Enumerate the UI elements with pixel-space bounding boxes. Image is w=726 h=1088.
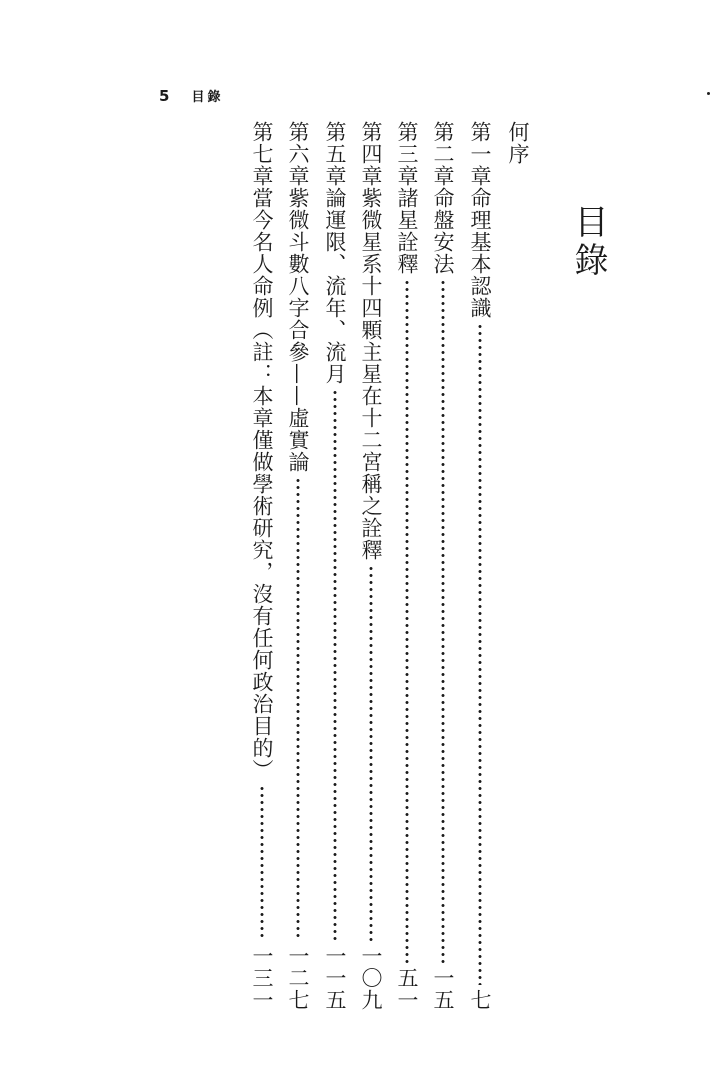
dot-leader [465, 323, 495, 985]
chapter-title: 當今名人命例（註：本章僅做學術研究，沒有任何政治目的） [250, 187, 274, 781]
chapter-page: 五一 [395, 967, 419, 1011]
chapter-page: 一一五 [323, 945, 347, 1011]
toc-entry[interactable] [465, 121, 495, 1011]
dot-leader [428, 279, 458, 963]
dot-leader [356, 565, 386, 941]
chapter-title: 論運限、流年、流月 [323, 187, 347, 385]
toc-entry[interactable] [392, 121, 422, 1011]
page-number: 5 [159, 86, 170, 105]
chapter-label: 第一章 [468, 121, 492, 187]
chapter-label: 第五章 [323, 121, 347, 187]
chapter-label: 第三章 [395, 121, 419, 187]
chapter-page: 一〇九 [359, 945, 383, 1011]
chapter-page: 一三一 [250, 945, 274, 1011]
toc-entry[interactable] [283, 121, 313, 1011]
dot-leader [283, 477, 313, 941]
chapter-title: 諸星詮釋 [395, 187, 419, 275]
running-title: 目錄 [191, 90, 224, 105]
dot-leader [392, 279, 422, 963]
toc-entry[interactable] [320, 121, 350, 1011]
toc-entry[interactable] [428, 121, 458, 1011]
scan-speck [707, 92, 710, 95]
chapter-label: 第四章 [359, 121, 383, 187]
chapter-title: 命理基本認識 [468, 187, 492, 319]
chapter-title: 紫微斗數八字合參——虛實論 [286, 187, 310, 473]
running-head [159, 86, 223, 105]
dot-leader [247, 785, 277, 941]
chapter-page: 七 [468, 989, 492, 1011]
toc-title: 目錄 [568, 204, 608, 280]
chapter-label: 第二章 [431, 121, 455, 187]
toc-entry[interactable] [356, 121, 386, 1011]
chapter-title: 紫微星系十四顆主星在十二宮稱之詮釋 [359, 187, 383, 561]
chapter-title: 命盤安法 [431, 187, 455, 275]
chapter-page: 一五 [431, 967, 455, 1011]
toc-preface[interactable] [503, 121, 533, 1011]
preface-label: 何序 [506, 121, 530, 165]
dot-leader [320, 389, 350, 941]
chapter-page: 一二七 [286, 945, 310, 1011]
chapter-label: 第六章 [286, 121, 310, 187]
chapter-label: 第七章 [250, 121, 274, 187]
toc-entry[interactable] [247, 121, 277, 1011]
